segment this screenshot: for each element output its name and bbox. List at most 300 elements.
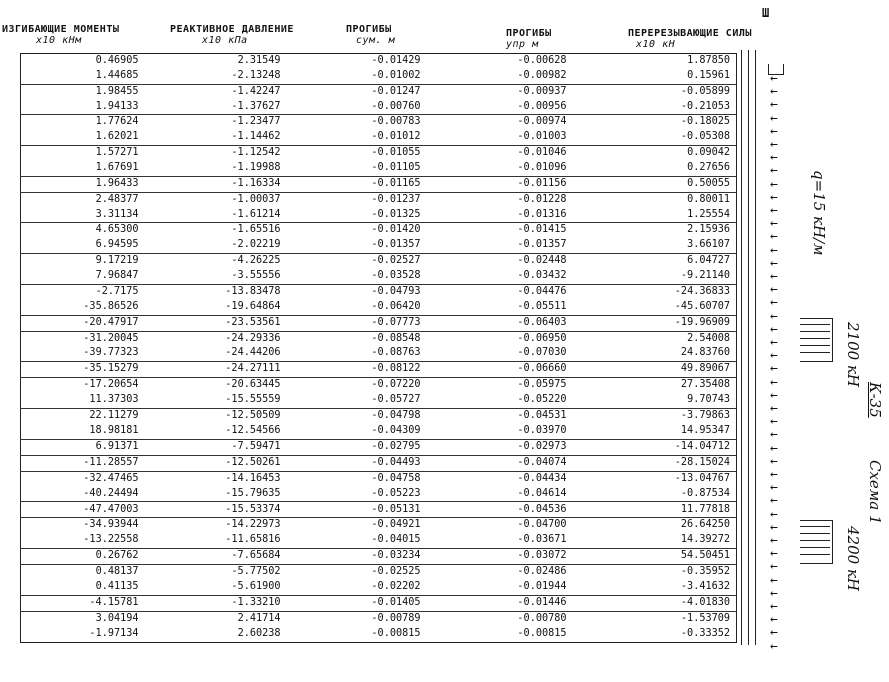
deflection-elastic-cell: -0.01156 bbox=[427, 176, 573, 192]
header-deflection-sum-label: ПРОГИБЫ bbox=[346, 24, 392, 35]
pressure-cell: -15.55559 bbox=[145, 393, 287, 408]
moment-cell: -17.20654 bbox=[83, 379, 139, 391]
right-rule-1 bbox=[741, 50, 742, 645]
load-arrow-icon: ← bbox=[770, 612, 778, 628]
table-row bbox=[21, 565, 737, 580]
deflection-sum-cell: -0.00760 bbox=[287, 100, 427, 115]
deflection-sum-cell: -0.08122 bbox=[287, 362, 427, 378]
deflection-sum-cell: -0.05131 bbox=[287, 502, 427, 518]
header-pressure-label: РЕАКТИВНОЕ ДАВЛЕНИЕ bbox=[170, 24, 294, 35]
load-arrow-icon: ← bbox=[770, 387, 778, 403]
deflection-sum-cell: -0.00783 bbox=[371, 116, 421, 128]
pressure-cell: -15.79635 bbox=[145, 487, 287, 502]
shear-cell: -0.05899 bbox=[680, 85, 730, 97]
moment-cell: 22.11279 bbox=[89, 409, 139, 421]
deflection-elastic-cell: -0.01316 bbox=[427, 208, 573, 223]
pressure-cell: -1.19988 bbox=[145, 161, 287, 176]
moment-cell: -1.97134 bbox=[89, 627, 139, 639]
load-arrow-icon: ← bbox=[770, 638, 778, 654]
pressure-cell: -1.42247 bbox=[231, 85, 281, 97]
load-arrow-icon: ← bbox=[770, 176, 778, 192]
load-arrow-icon: ← bbox=[770, 229, 778, 245]
pressure-cell: 2.41714 bbox=[237, 612, 281, 624]
pressure-cell: -5.77502 bbox=[231, 566, 281, 578]
header-pressure-unit: x10 кПа bbox=[202, 35, 248, 46]
deflection-elastic-cell: -0.03671 bbox=[427, 533, 573, 548]
table-row bbox=[21, 223, 737, 238]
load-arrow-icon: ← bbox=[770, 189, 778, 205]
load-arrow-icon: ← bbox=[770, 150, 778, 166]
deflection-sum-cell: -0.00815 bbox=[371, 627, 421, 639]
moment-cell: 18.98181 bbox=[21, 424, 145, 439]
table-row bbox=[21, 115, 737, 130]
deflection-elastic-cell: -0.04614 bbox=[427, 487, 573, 502]
deflection-elastic-cell: -0.06950 bbox=[517, 332, 567, 344]
deflection-sum-cell: -0.04921 bbox=[371, 519, 421, 531]
moment-cell: 1.94133 bbox=[21, 100, 145, 115]
load-arrows bbox=[770, 60, 790, 654]
pressure-cell: -13.83478 bbox=[225, 285, 281, 297]
pressure-cell: -24.29336 bbox=[225, 332, 281, 344]
force-arrow-lower-3 bbox=[800, 540, 830, 541]
deflection-sum-cell: -0.04309 bbox=[287, 424, 427, 439]
header-deflection-sum bbox=[346, 24, 395, 46]
deflection-elastic-cell: -0.06403 bbox=[427, 315, 573, 331]
load-arrow-icon: ← bbox=[770, 308, 778, 324]
deflection-elastic-cell: -0.05975 bbox=[517, 379, 567, 391]
deflection-sum-cell: -0.01247 bbox=[371, 85, 421, 97]
moment-cell: 3.04194 bbox=[95, 612, 139, 624]
pressure-cell: -3.55556 bbox=[145, 269, 287, 284]
header-shear bbox=[628, 28, 752, 50]
deflection-elastic-cell: -0.04476 bbox=[517, 285, 567, 297]
deflection-elastic-cell: -0.04700 bbox=[517, 519, 567, 531]
load-arrow-icon: ← bbox=[770, 216, 778, 232]
deflection-sum-cell: -0.07220 bbox=[371, 379, 421, 391]
table-row bbox=[21, 378, 737, 393]
force-arrow-lower-2 bbox=[800, 533, 830, 534]
deflection-sum-cell: -0.02527 bbox=[371, 255, 421, 267]
deflection-elastic-cell: -0.04536 bbox=[427, 502, 573, 518]
force-arrow-lower-1 bbox=[800, 526, 830, 527]
force-arrow-upper-5 bbox=[800, 352, 830, 353]
deflection-elastic-cell: -0.03970 bbox=[427, 424, 573, 439]
shear-cell: -14.04712 bbox=[573, 439, 737, 455]
load-arrow-icon: ← bbox=[770, 348, 778, 364]
moment-cell: 1.62021 bbox=[21, 130, 145, 145]
deflection-sum-cell: -0.01105 bbox=[287, 161, 427, 176]
pressure-cell: -2.13248 bbox=[145, 69, 287, 84]
shear-cell: 2.15936 bbox=[687, 224, 730, 236]
moment-cell: -35.86526 bbox=[21, 300, 145, 315]
pressure-cell: -2.02219 bbox=[145, 238, 287, 253]
table-row bbox=[21, 254, 737, 269]
pressure-cell: -19.64864 bbox=[145, 300, 287, 315]
shear-cell: -0.21053 bbox=[573, 100, 737, 115]
moment-cell: -39.77323 bbox=[21, 346, 145, 361]
load-arrow-icon: ← bbox=[770, 414, 778, 430]
table-row bbox=[21, 627, 737, 643]
pressure-cell: -1.61214 bbox=[145, 208, 287, 223]
header-moments-label: ИЗГИБАЮЩИЕ МОМЕНТЫ bbox=[2, 24, 120, 35]
moment-cell: -34.93944 bbox=[83, 519, 139, 531]
moment-cell: 0.48137 bbox=[95, 566, 139, 578]
shear-cell: 11.77818 bbox=[573, 502, 737, 518]
deflection-elastic-cell: -0.00982 bbox=[427, 69, 573, 84]
header-pressure bbox=[170, 24, 294, 46]
deflection-elastic-cell: -0.03072 bbox=[427, 549, 573, 565]
pressure-cell: -1.65516 bbox=[231, 224, 281, 236]
deflection-elastic-cell: -0.01046 bbox=[517, 147, 567, 159]
shear-cell: -13.04767 bbox=[674, 472, 730, 484]
pressure-cell: -1.14462 bbox=[145, 130, 287, 145]
header-moments bbox=[2, 24, 119, 46]
deflection-elastic-cell: -0.00974 bbox=[517, 116, 567, 128]
deflection-sum-cell: -0.01165 bbox=[287, 176, 427, 192]
moment-cell: -13.22558 bbox=[21, 533, 145, 548]
k35-label: К-35 bbox=[866, 382, 884, 418]
moment-cell: -31.20045 bbox=[83, 332, 139, 344]
table-row bbox=[21, 439, 737, 455]
deflection-sum-cell: -0.01420 bbox=[371, 224, 421, 236]
table-row bbox=[21, 580, 737, 595]
header-deflection-elastic-unit: упр м bbox=[506, 39, 539, 50]
table-row bbox=[21, 533, 737, 548]
deflection-elastic-cell: -0.00956 bbox=[427, 100, 573, 115]
deflection-elastic-cell: -0.02486 bbox=[517, 566, 567, 578]
shear-cell: -0.18025 bbox=[680, 116, 730, 128]
moment-cell: -11.28557 bbox=[21, 455, 145, 471]
shear-cell: 6.04727 bbox=[687, 255, 730, 267]
moment-cell: -47.47003 bbox=[21, 502, 145, 518]
deflection-sum-cell: -0.01405 bbox=[287, 595, 427, 611]
table-row bbox=[21, 130, 737, 145]
pressure-cell: -20.63445 bbox=[225, 379, 281, 391]
force-arrow-upper-1 bbox=[800, 324, 830, 325]
load-arrow-icon: ← bbox=[770, 440, 778, 456]
shear-cell: -1.53709 bbox=[680, 612, 730, 624]
shear-cell: 49.89067 bbox=[573, 362, 737, 378]
moment-cell: 1.57271 bbox=[95, 147, 139, 159]
table-row bbox=[21, 208, 737, 223]
moment-cell: -35.15279 bbox=[21, 362, 145, 378]
pressure-cell: -5.61900 bbox=[145, 580, 287, 595]
deflection-sum-cell: -0.05223 bbox=[287, 487, 427, 502]
load-arrow-icon: ← bbox=[770, 269, 778, 284]
table-row bbox=[21, 471, 737, 486]
deflection-sum-cell: -0.02795 bbox=[287, 439, 427, 455]
load-arrow-icon: ← bbox=[770, 361, 778, 377]
pressure-cell: -23.53561 bbox=[145, 315, 287, 331]
pressure-cell: -1.23477 bbox=[231, 116, 281, 128]
moment-cell: 4.65300 bbox=[95, 224, 139, 236]
table-row bbox=[21, 315, 737, 331]
deflection-elastic-cell: -0.04531 bbox=[517, 409, 567, 421]
pressure-cell: -12.50261 bbox=[145, 455, 287, 471]
deflection-elastic-cell: -0.00937 bbox=[517, 85, 567, 97]
load-arrow-icon: ← bbox=[770, 585, 778, 601]
results-table bbox=[20, 53, 737, 643]
table-row bbox=[21, 69, 737, 84]
moment-cell: -20.47917 bbox=[21, 315, 145, 331]
pressure-cell: -15.53374 bbox=[145, 502, 287, 518]
shear-cell: -0.05308 bbox=[573, 130, 737, 145]
force-arrow-upper-3 bbox=[800, 338, 830, 339]
pressure-cell: -7.65684 bbox=[145, 549, 287, 565]
pressure-cell: -1.33210 bbox=[145, 595, 287, 611]
load-arrow-icon: ← bbox=[770, 97, 778, 113]
deflection-elastic-cell: -0.01003 bbox=[427, 130, 573, 145]
header-deflection-elastic-label: ПРОГИБЫ bbox=[506, 28, 552, 39]
table-row bbox=[21, 300, 737, 315]
force-arrow-upper-4 bbox=[800, 345, 830, 346]
load-arrow-icon: ← bbox=[770, 295, 778, 311]
shear-cell: 3.66107 bbox=[573, 238, 737, 253]
pressure-cell: -12.50509 bbox=[225, 409, 281, 421]
moment-cell: 1.77624 bbox=[95, 116, 139, 128]
deflection-sum-cell: -0.07773 bbox=[287, 315, 427, 331]
moment-cell: 11.37303 bbox=[21, 393, 145, 408]
load-arrow-icon: ← bbox=[770, 110, 778, 126]
deflection-sum-cell: -0.02525 bbox=[371, 566, 421, 578]
table-row bbox=[21, 362, 737, 378]
moment-cell: 1.44685 bbox=[21, 69, 145, 84]
table-row bbox=[21, 502, 737, 518]
shear-cell: 27.35408 bbox=[680, 379, 730, 391]
deflection-sum-cell: -0.01429 bbox=[371, 55, 421, 67]
table-row bbox=[21, 100, 737, 115]
table-row bbox=[21, 192, 737, 207]
load-arrow-icon: ← bbox=[770, 321, 778, 337]
table-row bbox=[21, 549, 737, 565]
force-arrow-lower-4 bbox=[800, 547, 830, 548]
load-arrow-icon: ← bbox=[770, 453, 778, 469]
load-arrow-icon: ← bbox=[770, 427, 778, 443]
deflection-elastic-cell: -0.04434 bbox=[517, 472, 567, 484]
table-row bbox=[21, 393, 737, 408]
shear-cell: 0.80011 bbox=[687, 193, 730, 205]
deflection-elastic-cell: -0.04074 bbox=[427, 455, 573, 471]
deflection-sum-cell: -0.02202 bbox=[287, 580, 427, 595]
pressure-cell: -1.37627 bbox=[145, 100, 287, 115]
moment-cell: -40.24494 bbox=[21, 487, 145, 502]
deflection-elastic-cell: -0.00815 bbox=[517, 627, 567, 639]
load-arrow-icon: ← bbox=[770, 374, 778, 390]
moment-cell: 1.67691 bbox=[21, 161, 145, 176]
deflection-elastic-cell: -0.00628 bbox=[517, 55, 567, 67]
load-arrow-icon: ← bbox=[770, 255, 778, 271]
load-arrow-icon: ← bbox=[770, 533, 778, 548]
moment-cell: -4.15781 bbox=[21, 595, 145, 611]
shear-cell: 26.64250 bbox=[680, 519, 730, 531]
load-arrow-icon: ← bbox=[770, 282, 778, 298]
shear-cell: 0.09042 bbox=[687, 147, 730, 159]
table-row bbox=[21, 518, 737, 533]
deflection-sum-cell: -0.04758 bbox=[371, 472, 421, 484]
moment-cell: 1.98455 bbox=[95, 85, 139, 97]
deflection-sum-cell: -0.00789 bbox=[371, 612, 421, 624]
pressure-cell: 2.60238 bbox=[237, 627, 281, 639]
force-4200-label: 4200 кН bbox=[844, 526, 862, 591]
header-deflection-sum-unit: сум. м bbox=[356, 35, 396, 46]
deflection-sum-cell: -0.04798 bbox=[371, 409, 421, 421]
moment-cell: 6.94595 bbox=[21, 238, 145, 253]
pressure-cell: -14.22973 bbox=[225, 519, 281, 531]
shear-cell: 14.39272 bbox=[573, 533, 737, 548]
deflection-sum-cell: -0.01237 bbox=[371, 193, 421, 205]
pressure-cell: -24.44206 bbox=[145, 346, 287, 361]
load-arrow-icon: ← bbox=[770, 123, 778, 139]
shear-cell: -0.35952 bbox=[680, 566, 730, 578]
load-arrow-icon: ← bbox=[770, 625, 778, 641]
pressure-cell: -24.27111 bbox=[145, 362, 287, 378]
load-arrow-icon: ← bbox=[770, 506, 778, 522]
deflection-elastic-cell: -0.01357 bbox=[427, 238, 573, 253]
shear-cell: -45.60707 bbox=[573, 300, 737, 315]
load-arrow-icon: ← bbox=[770, 163, 778, 179]
deflection-elastic-cell: -0.07030 bbox=[427, 346, 573, 361]
deflection-elastic-cell: -0.02448 bbox=[517, 255, 567, 267]
load-arrow-icon: ← bbox=[770, 335, 778, 350]
load-arrow-icon: ← bbox=[770, 519, 778, 535]
shear-cell: 0.50055 bbox=[573, 176, 737, 192]
load-arrow-icon: ← bbox=[770, 480, 778, 496]
load-arrow-icon: ← bbox=[770, 493, 778, 509]
header-shear-unit: x10 кН bbox=[636, 39, 676, 50]
load-arrow-icon: ← bbox=[770, 467, 778, 482]
table-row bbox=[21, 424, 737, 439]
pressure-cell: -4.26225 bbox=[231, 255, 281, 267]
corner-mark: Ш bbox=[762, 6, 770, 20]
shear-cell: 0.15961 bbox=[573, 69, 737, 84]
load-q-label: q=15 кН/м bbox=[810, 170, 828, 256]
shear-cell: -19.96909 bbox=[573, 315, 737, 331]
deflection-elastic-cell: -0.01415 bbox=[517, 224, 567, 236]
pressure-cell: -12.54566 bbox=[145, 424, 287, 439]
table-row bbox=[21, 161, 737, 176]
shear-cell: -3.79863 bbox=[680, 409, 730, 421]
moment-cell: -2.7175 bbox=[95, 285, 139, 297]
load-arrow-icon: ← bbox=[770, 84, 778, 100]
table-row bbox=[21, 455, 737, 471]
shear-cell: -0.87534 bbox=[573, 487, 737, 502]
pressure-cell: -7.59471 bbox=[145, 439, 287, 455]
deflection-sum-cell: -0.03234 bbox=[287, 549, 427, 565]
table-row bbox=[21, 408, 737, 423]
pressure-cell: -11.65816 bbox=[145, 533, 287, 548]
right-rule-2 bbox=[748, 50, 749, 645]
shear-cell: 14.95347 bbox=[573, 424, 737, 439]
deflection-sum-cell: -0.01002 bbox=[287, 69, 427, 84]
moment-cell: 6.91371 bbox=[21, 439, 145, 455]
load-arrow-icon: ← bbox=[770, 559, 778, 575]
pressure-cell: -1.12542 bbox=[231, 147, 281, 159]
moment-cell: 0.26762 bbox=[21, 549, 145, 565]
pressure-cell: 2.31549 bbox=[237, 55, 281, 67]
deflection-elastic-cell: -0.02973 bbox=[427, 439, 573, 455]
table-row bbox=[21, 269, 737, 284]
shear-cell: -0.33352 bbox=[680, 627, 730, 639]
load-arrow-icon: ← bbox=[770, 572, 778, 588]
shear-cell: 24.83760 bbox=[573, 346, 737, 361]
table-row bbox=[21, 331, 737, 346]
deflection-sum-cell: -0.03528 bbox=[287, 269, 427, 284]
deflection-elastic-cell: -0.03432 bbox=[427, 269, 573, 284]
header-deflection-elastic bbox=[506, 28, 552, 50]
scheme-label: Схема 1 bbox=[866, 460, 884, 525]
shear-cell: -9.21140 bbox=[573, 269, 737, 284]
load-arrow-icon: ← bbox=[770, 242, 778, 258]
deflection-elastic-cell: -0.05511 bbox=[427, 300, 573, 315]
deflection-sum-cell: -0.04493 bbox=[287, 455, 427, 471]
pressure-cell: -14.16453 bbox=[225, 472, 281, 484]
load-arrow-icon: ← bbox=[770, 599, 778, 614]
shear-cell: 1.87850 bbox=[687, 55, 730, 67]
deflection-sum-cell: -0.01357 bbox=[287, 238, 427, 253]
deflection-sum-cell: -0.06420 bbox=[287, 300, 427, 315]
moment-cell: 9.17219 bbox=[95, 255, 139, 267]
table-row bbox=[21, 176, 737, 192]
table-row bbox=[21, 54, 737, 69]
table-row bbox=[21, 611, 737, 626]
header-moments-unit: x10 кНм bbox=[36, 35, 82, 46]
deflection-sum-cell: -0.08763 bbox=[287, 346, 427, 361]
shear-cell: -3.41632 bbox=[573, 580, 737, 595]
deflection-sum-cell: -0.08548 bbox=[371, 332, 421, 344]
table-row bbox=[21, 346, 737, 361]
deflection-elastic-cell: -0.00780 bbox=[517, 612, 567, 624]
force-2100-label: 2100 кН bbox=[844, 322, 862, 387]
moment-cell: 0.46905 bbox=[95, 55, 139, 67]
pressure-cell: -1.00037 bbox=[231, 193, 281, 205]
moment-cell: 3.31134 bbox=[21, 208, 145, 223]
deflection-sum-cell: -0.04793 bbox=[371, 285, 421, 297]
moment-cell: -32.47465 bbox=[83, 472, 139, 484]
load-arrow-icon: ← bbox=[770, 401, 778, 416]
deflection-elastic-cell: -0.01944 bbox=[427, 580, 573, 595]
deflection-elastic-cell: -0.01228 bbox=[517, 193, 567, 205]
right-rule-3 bbox=[755, 50, 756, 645]
shear-cell: 54.50451 bbox=[573, 549, 737, 565]
table-row bbox=[21, 238, 737, 253]
deflection-elastic-cell: -0.06660 bbox=[427, 362, 573, 378]
moment-cell: 0.41135 bbox=[21, 580, 145, 595]
deflection-elastic-cell: -0.01446 bbox=[427, 595, 573, 611]
shear-cell: 9.70743 bbox=[573, 393, 737, 408]
load-arrow-icon: ← bbox=[770, 137, 778, 152]
force-arrow-upper-2 bbox=[800, 331, 830, 332]
header-shear-label: ПЕРЕРЕЗЫВАЮЩИЕ СИЛЫ bbox=[628, 28, 752, 39]
shear-cell: 1.25554 bbox=[573, 208, 737, 223]
moment-cell: 7.96847 bbox=[21, 269, 145, 284]
deflection-sum-cell: -0.01055 bbox=[371, 147, 421, 159]
deflection-sum-cell: -0.04015 bbox=[287, 533, 427, 548]
pressure-cell: -1.16334 bbox=[145, 176, 287, 192]
shear-cell: -28.15024 bbox=[573, 455, 737, 471]
shear-cell: 2.54008 bbox=[687, 332, 730, 344]
load-arrow-icon: ← bbox=[770, 71, 778, 86]
moment-cell: 1.96433 bbox=[21, 176, 145, 192]
table-row bbox=[21, 284, 737, 299]
table-row bbox=[21, 595, 737, 611]
deflection-elastic-cell: -0.01096 bbox=[427, 161, 573, 176]
load-arrow-icon: ← bbox=[770, 546, 778, 562]
load-arrow-icon: ← bbox=[770, 203, 778, 218]
deflection-sum-cell: -0.05727 bbox=[287, 393, 427, 408]
force-arrow-lower-5 bbox=[800, 554, 830, 555]
results-table-body bbox=[21, 54, 737, 643]
shear-cell: -24.36833 bbox=[674, 285, 730, 297]
